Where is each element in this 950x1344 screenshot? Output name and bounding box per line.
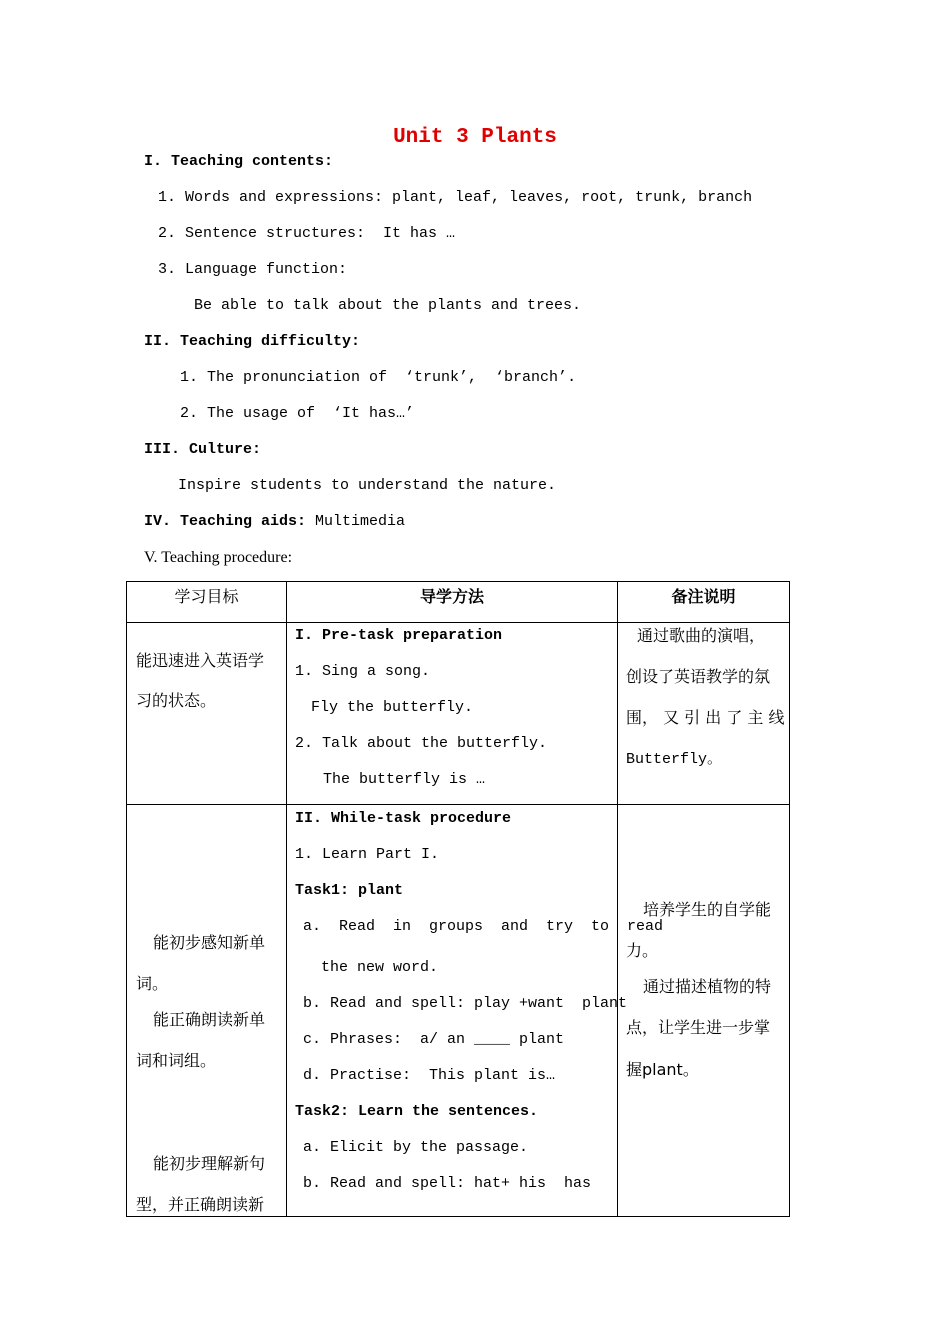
row2-method-line: a. Read in groups and try to read	[303, 918, 664, 935]
row1-goal-cell	[127, 623, 287, 805]
table-row	[127, 805, 790, 1217]
row2-method-line: Task1: plant	[295, 882, 404, 899]
row2-method-line: Task2: Learn the sentences.	[295, 1103, 539, 1120]
row1-method-line: 2. Talk about the butterfly.	[295, 735, 548, 752]
row2-method-line: b. Read and spell: play +want plant	[303, 995, 628, 1012]
row1-method-cell	[287, 623, 618, 805]
table-header-row	[127, 582, 790, 623]
contents-item-sentences: 2. Sentence structures: It has …	[158, 225, 456, 242]
row1-note-line: Butterfly。	[626, 751, 723, 768]
header-notes-label: 备注说明	[671, 587, 736, 606]
row2-method-line: II. While-task procedure	[295, 810, 512, 827]
row2-goal-line: 能初步感知新单	[153, 933, 266, 952]
header-goal-label: 学习目标	[174, 587, 239, 606]
row1-method-line: The butterfly is …	[323, 771, 486, 788]
row2-goal-line: 型，并正确朗读新	[136, 1195, 265, 1214]
header-method-label: 导学方法	[419, 587, 484, 606]
row2-method-line: c. Phrases: a/ an ____ plant	[303, 1031, 565, 1048]
row2-method-line: d. Practise: This plant is…	[303, 1067, 556, 1084]
row1-goal-line: 习的状态。	[136, 691, 217, 710]
row1-note-line: 通过歌曲的演唱，	[637, 626, 766, 645]
row1-notes-cell	[618, 623, 790, 805]
table-row	[127, 623, 790, 805]
section-heading-difficulty: II. Teaching difficulty:	[144, 333, 361, 350]
row2-method-line: a. Elicit by the passage.	[303, 1139, 529, 1156]
header-cell-notes	[618, 582, 790, 623]
difficulty-item-pronunciation: 1. The pronunciation of ‘trunk’, ‘branch’.	[180, 369, 577, 386]
teaching-aids-value: Multimedia	[315, 513, 406, 530]
row2-note-line: 力。	[626, 941, 659, 960]
row2-note-line: 握plant。	[626, 1060, 699, 1079]
header-cell-method	[287, 582, 618, 623]
section-heading-procedure: V. Teaching procedure:	[144, 549, 293, 566]
row2-note-line: 点，让学生进一步掌	[626, 1018, 771, 1037]
row1-method-line: I. Pre-task preparation	[295, 627, 503, 644]
row2-note-line: 通过描述植物的特	[643, 977, 772, 996]
procedure-table	[126, 581, 790, 1217]
section-heading-contents: I. Teaching contents:	[144, 153, 334, 170]
difficulty-item-usage: 2. The usage of ‘It has…’	[180, 405, 415, 422]
header-cell-goal	[127, 582, 287, 623]
row2-method-line: the new word.	[321, 959, 439, 976]
section-heading-culture: III. Culture:	[144, 441, 262, 458]
row2-method-line: b. Read and spell: hat+ his has	[303, 1175, 592, 1192]
row2-goal-cell	[127, 805, 287, 1217]
contents-item-words: 1. Words and expressions: plant, leaf, leaves, root, trunk, branch	[158, 189, 753, 206]
row2-goal-line: 能初步理解新句	[153, 1154, 266, 1173]
contents-function-detail: Be able to talk about the plants and trees.	[194, 297, 582, 314]
row2-method-line: 1. Learn Part I.	[295, 846, 440, 863]
row2-notes-cell	[618, 805, 790, 1217]
row1-note-line: 创设了英语教学的氛	[626, 667, 771, 686]
row1-method-line: Fly the butterfly.	[311, 699, 474, 716]
row2-note-line: 培养学生的自学能	[643, 900, 772, 919]
teaching-aids-line	[144, 512, 405, 532]
culture-text: Inspire students to understand the nature.	[178, 477, 557, 494]
row1-method-line: 1. Sing a song.	[295, 663, 431, 680]
document-title: Unit 3 Plants	[393, 126, 557, 149]
row1-note-line: 围， 又 引 出 了 主 线	[626, 708, 785, 727]
row2-goal-line: 词。	[136, 974, 169, 993]
section-heading-aids: IV. Teaching aids:	[144, 513, 307, 530]
row2-goal-line: 能正确朗读新单	[153, 1010, 266, 1029]
row1-goal-line: 能迅速进入英语学	[136, 651, 265, 670]
contents-item-function: 3. Language function:	[158, 261, 348, 278]
row2-goal-line: 词和词组。	[136, 1051, 217, 1070]
